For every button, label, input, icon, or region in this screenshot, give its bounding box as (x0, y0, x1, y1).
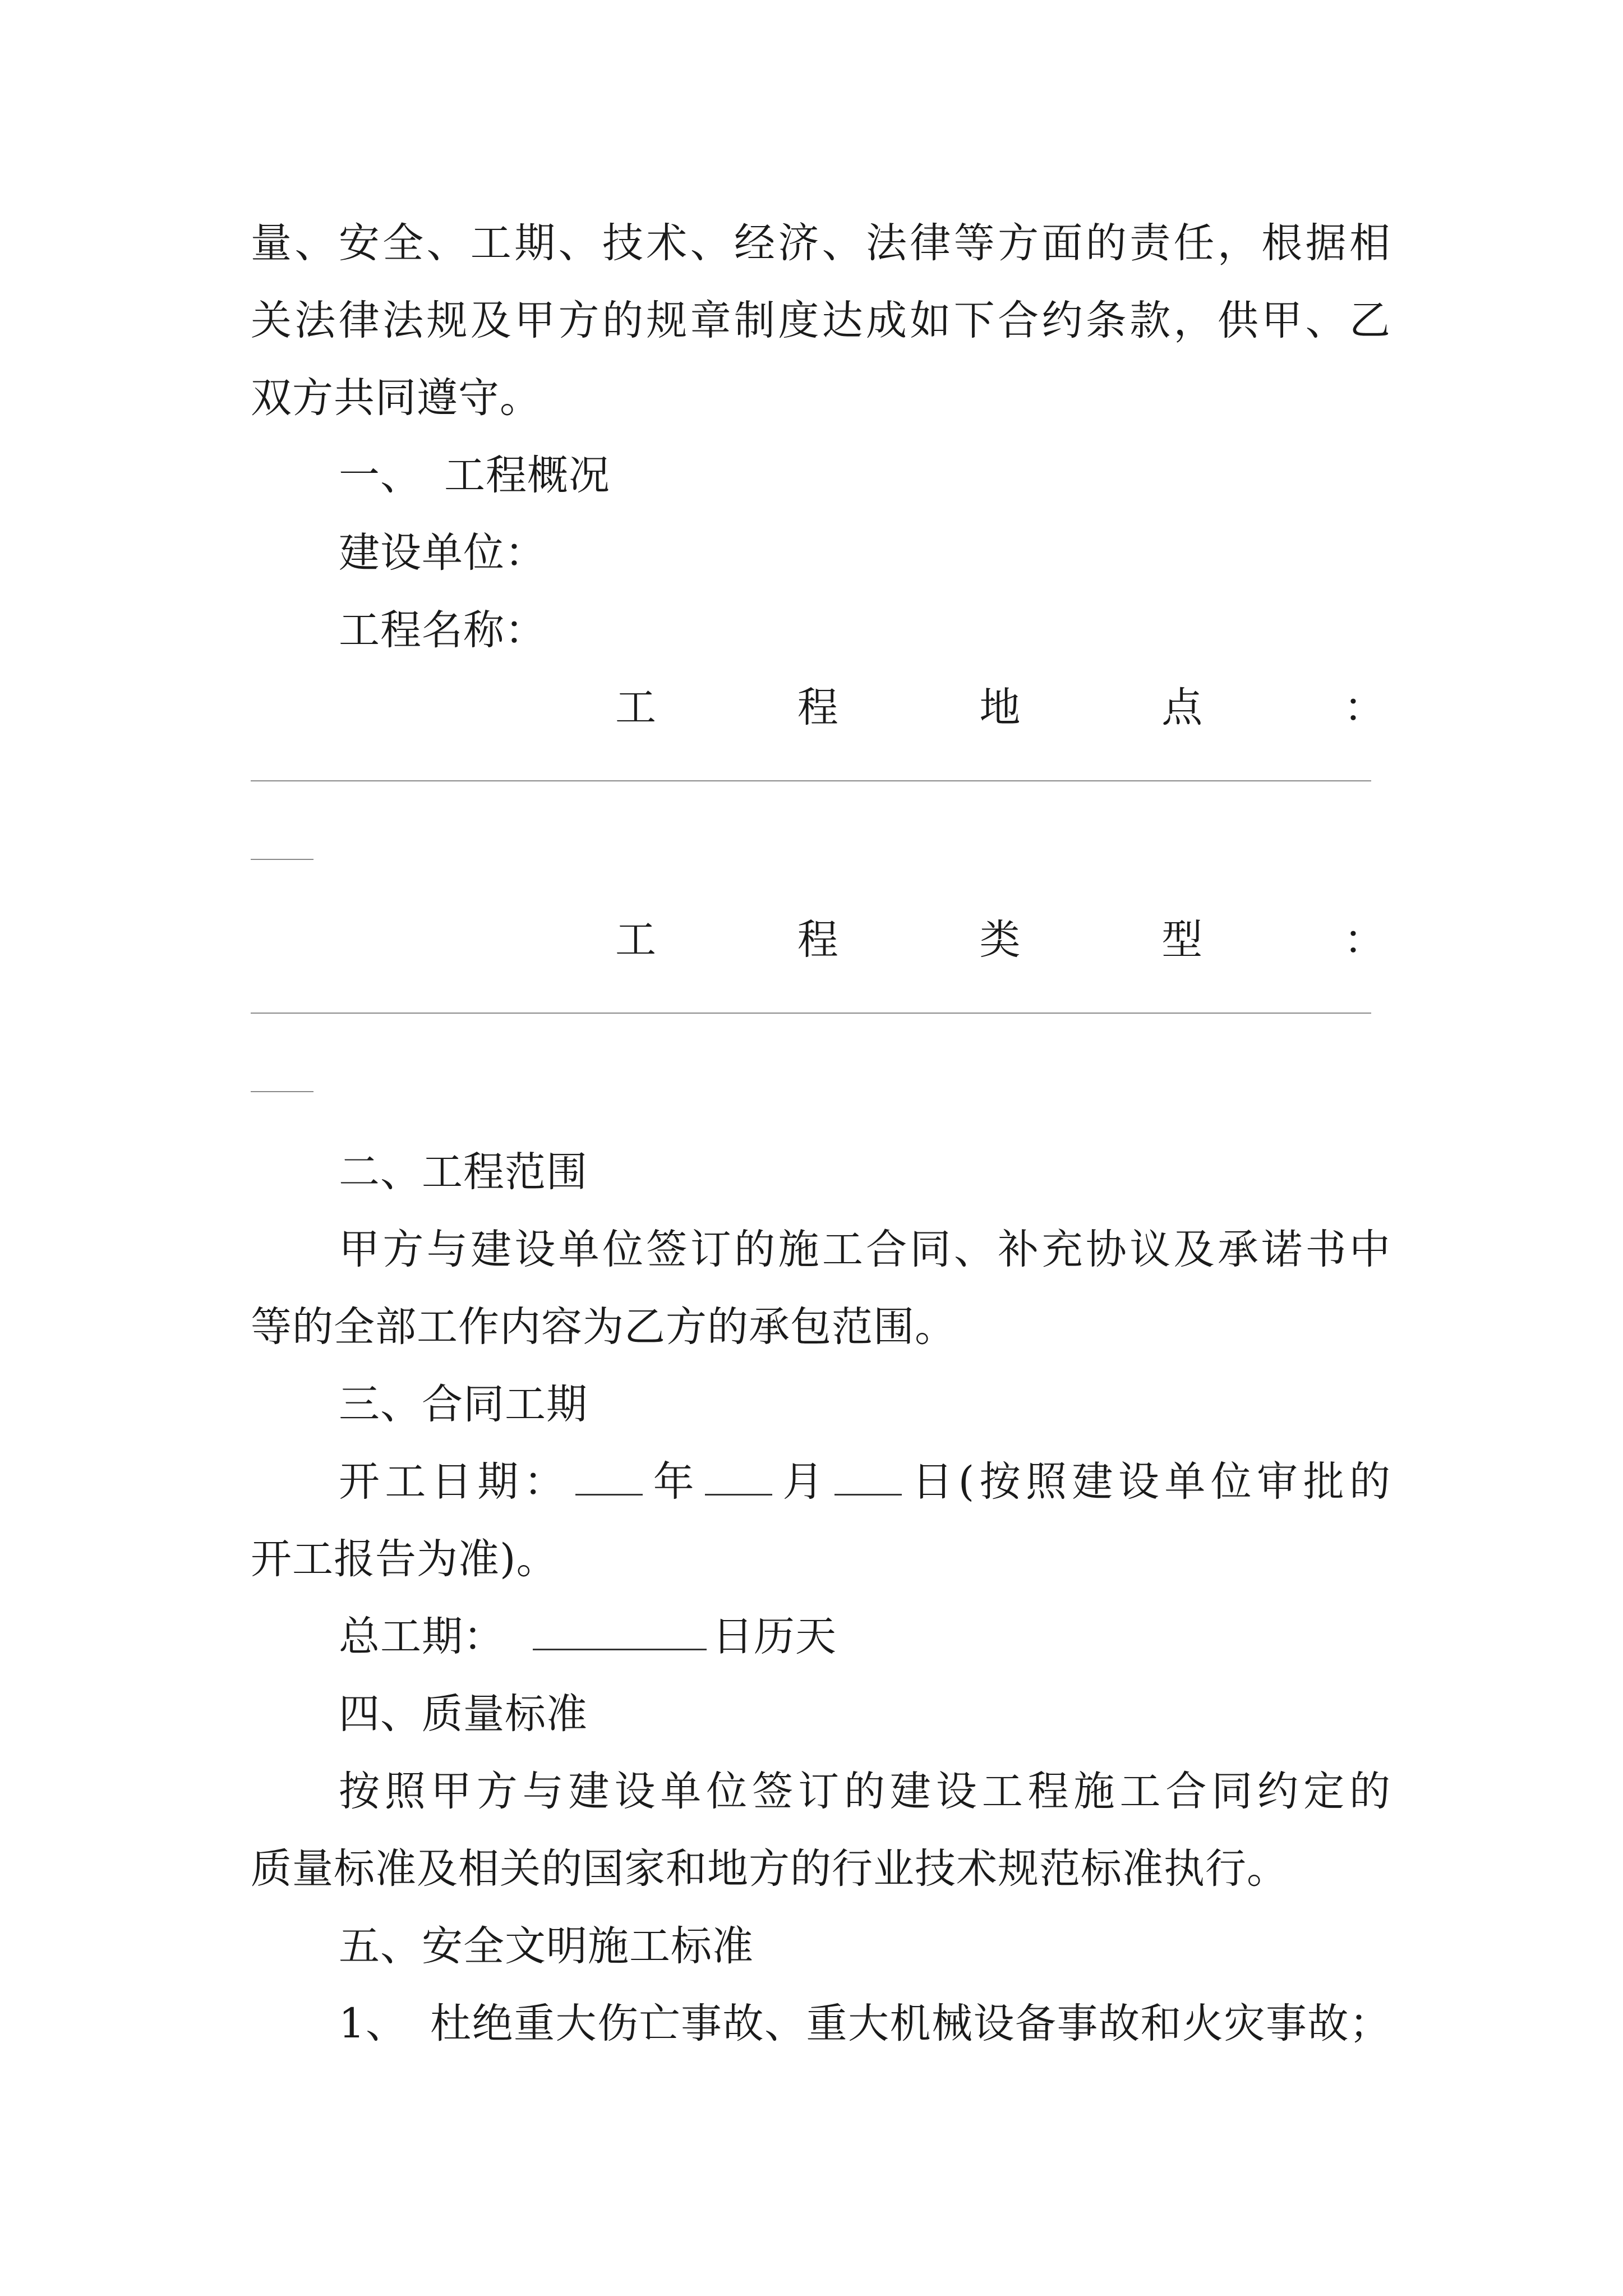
project-type-label: 工 程 类 型 ： (615, 916, 1385, 964)
section-2-body-line-1: 甲方与建设单位签订的施工合同、补充协议及承诺书中 (339, 1226, 1391, 1273)
location-fill-line (251, 747, 1391, 824)
total-duration-label: 总工期： (339, 1613, 505, 1660)
intro-line-3: 双方共同遵守。 (251, 374, 541, 422)
start-date-label: 开工日期： (339, 1458, 570, 1506)
intro-line-2: 关法律法规及甲方的规章制度达成如下合约条款，供甲、乙 (251, 297, 1391, 344)
section-5-heading: 五、安全文明施工标准 (339, 1922, 754, 1970)
year-label: 年 (648, 1458, 699, 1506)
start-date-line-2: 开工报告为准)。 (251, 1535, 558, 1583)
section-2-body-line-2: 等的全部工作内容为乙方的承包范围。 (251, 1303, 956, 1351)
type-fill-line-end (251, 1056, 1391, 1134)
section-2-heading: 二、工程范围 (339, 1148, 588, 1196)
project-location-label: 工 程 地 点 ： (615, 684, 1385, 731)
section-1-heading (251, 437, 1391, 514)
section-4-heading: 四、质量标准 (339, 1690, 588, 1738)
contract-page (251, 205, 1391, 2063)
item-1-number: 1、 (339, 2000, 408, 2047)
section-1-title: 工程概况 (444, 452, 610, 499)
item-1-text: 杜绝重大伤亡事故、重大机械设备事故和火灾事故； (430, 2000, 1391, 2047)
section-3-heading: 三、合同工期 (339, 1381, 588, 1428)
intro-line-1: 量、安全、工期、技术、经济、法律等方面的责任，根据相 (251, 219, 1391, 267)
total-duration-blank (533, 1615, 707, 1650)
start-date-line (251, 1443, 1391, 1521)
location-fill-line-end (251, 824, 1391, 901)
day-blank (834, 1460, 902, 1496)
month-blank (705, 1460, 772, 1496)
section-4-body-line-2: 质量标准及相关的国家和地方的行业技术规范标准执行。 (251, 1845, 1288, 1893)
day-note: 日(按照建设单位审批的 (907, 1458, 1391, 1506)
section-4-body-line-1: 按照甲方与建设单位签订的建设工程施工合同约定的 (339, 1768, 1391, 1815)
type-fill-line (251, 979, 1391, 1056)
client-label: 建设单位： (339, 529, 546, 577)
year-blank (575, 1460, 643, 1496)
month-label: 月 (778, 1458, 829, 1506)
section-5-item-1 (251, 1985, 1391, 2063)
project-name-label: 工程名称： (339, 606, 546, 654)
total-duration-line (251, 1598, 1391, 1676)
total-duration-unit: 日历天 (712, 1613, 837, 1660)
section-1-number: 一、 (339, 452, 422, 499)
